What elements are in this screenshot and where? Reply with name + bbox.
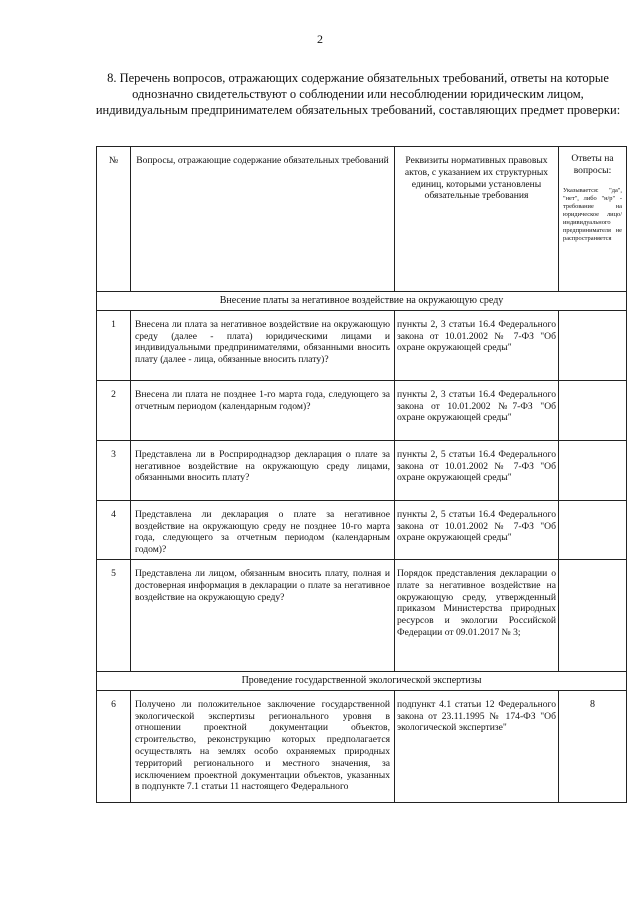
header-number: № bbox=[97, 147, 131, 292]
row-number: 2 bbox=[97, 380, 131, 440]
row-requisites: пункты 2, 5 статьи 16.4 Федерального закона от 10.01.2002 № 7-ФЗ "Об охране окружающей среды" bbox=[395, 440, 559, 500]
page-number: 2 bbox=[317, 32, 323, 46]
row-answer bbox=[559, 310, 627, 380]
row-question: Внесена ли плата не позднее 1-го марта года, следующего за отчетным периодом (календарным годом)? bbox=[131, 380, 395, 440]
row-number: 5 bbox=[97, 559, 131, 671]
table-row bbox=[97, 559, 627, 671]
row-answer bbox=[559, 500, 627, 559]
row-number: 6 bbox=[97, 690, 131, 802]
row-question: Внесена ли плата за негативное воздействие на окружающую среду (далее - плата) юридическими лицами и индивидуальными предпринимателями, обязанными вносить плату (далее - лица, обязанные вносить плату)? bbox=[131, 310, 395, 380]
row-number: 1 bbox=[97, 310, 131, 380]
table-row bbox=[97, 500, 627, 559]
row-question: Представлена ли декларация о плате за негативное воздействие на окружающую среду не позднее 10-го марта года, следующего за отчетным периодом (календарным годом)? bbox=[131, 500, 395, 559]
header-answers-title: Ответы на вопросы: bbox=[571, 153, 614, 176]
row-answer: 8 bbox=[559, 690, 627, 802]
row-question: Представлена ли в Росприроднадзор декларация о плате за негативное воздействие на окружающую среду лицами, обязанными вносить плату? bbox=[131, 440, 395, 500]
header-question: Вопросы, отражающие содержание обязательных требований bbox=[131, 147, 395, 292]
row-requisites: Порядок представления декларации о плате за негативное воздействие на окружающую среду, утвержденный приказом Министерства природных ресурсов и экологии Российской Федерации от 09.01.2017 № 3; bbox=[395, 559, 559, 671]
table-header-row bbox=[97, 147, 627, 292]
row-requisites: пункты 2, 3 статьи 16.4 Федерального закона от 10.01.2002 №7-ФЗ "Об охране окружающей среды" bbox=[395, 380, 559, 440]
section-heading: 8. Перечень вопросов, отражающих содержание обязательных требований, ответы на которые однозначно свидетельствуют о соблюдении или несоблюдении юридическим лицом, индивидуальным предпринимателем обязательных требований, составляющих предмет проверки: bbox=[95, 71, 621, 117]
table-row bbox=[97, 310, 627, 380]
row-question: Представлена ли лицом, обязанным вносить плату, полная и достоверная информация в декларации о плате за негативное воздействие на окружающую среду? bbox=[131, 559, 395, 671]
section-row bbox=[97, 292, 627, 311]
table-row bbox=[97, 440, 627, 500]
section-title: Внесение платы за негативное воздействие на окружающую среду bbox=[97, 292, 627, 311]
header-requisites: Реквизиты нормативных правовых актов, с указанием их структурных единиц, которыми установлены обязательные требования bbox=[395, 147, 559, 292]
row-requisites: подпункт 4.1 статьи 12 Федерального закона от 23.11.1995 № 174-ФЗ "Об экологической экспертизе" bbox=[395, 690, 559, 802]
section-row bbox=[97, 671, 627, 690]
row-requisites: пункты 2, 5 статьи 16.4 Федерального закона от 10.01.2002 № 7-ФЗ "Об охране окружающей среды" bbox=[395, 500, 559, 559]
header-answers-note: Указывается: "да", "нет", либо "н/р" - требование на юридическое лицо/индивидуального предпринимателя не распространяется bbox=[563, 186, 622, 242]
row-answer bbox=[559, 380, 627, 440]
row-question: Получено ли положительное заключение государственной экологической экспертизы регионального уровня в отношении проектной документации объектов, строительство, реконструкцию которых предполагается осуществлять на землях особо охраняемых природных территорий регионального и местного значения, за исключением проектной документации объектов, указанных в подпункте 7.1 статьи 11 настоящего Федерального bbox=[131, 690, 395, 802]
requirements-table bbox=[96, 146, 627, 803]
row-answer bbox=[559, 559, 627, 671]
section-title: Проведение государственной экологической экспертизы bbox=[97, 671, 627, 690]
row-number: 3 bbox=[97, 440, 131, 500]
header-answers bbox=[559, 147, 627, 292]
table-row bbox=[97, 690, 627, 802]
row-requisites: пункты 2, 3 статьи 16.4 Федерального закона от 10.01.2002 № 7-ФЗ "Об охране окружающей среды" bbox=[395, 310, 559, 380]
row-answer bbox=[559, 440, 627, 500]
table-row bbox=[97, 380, 627, 440]
row-number: 4 bbox=[97, 500, 131, 559]
